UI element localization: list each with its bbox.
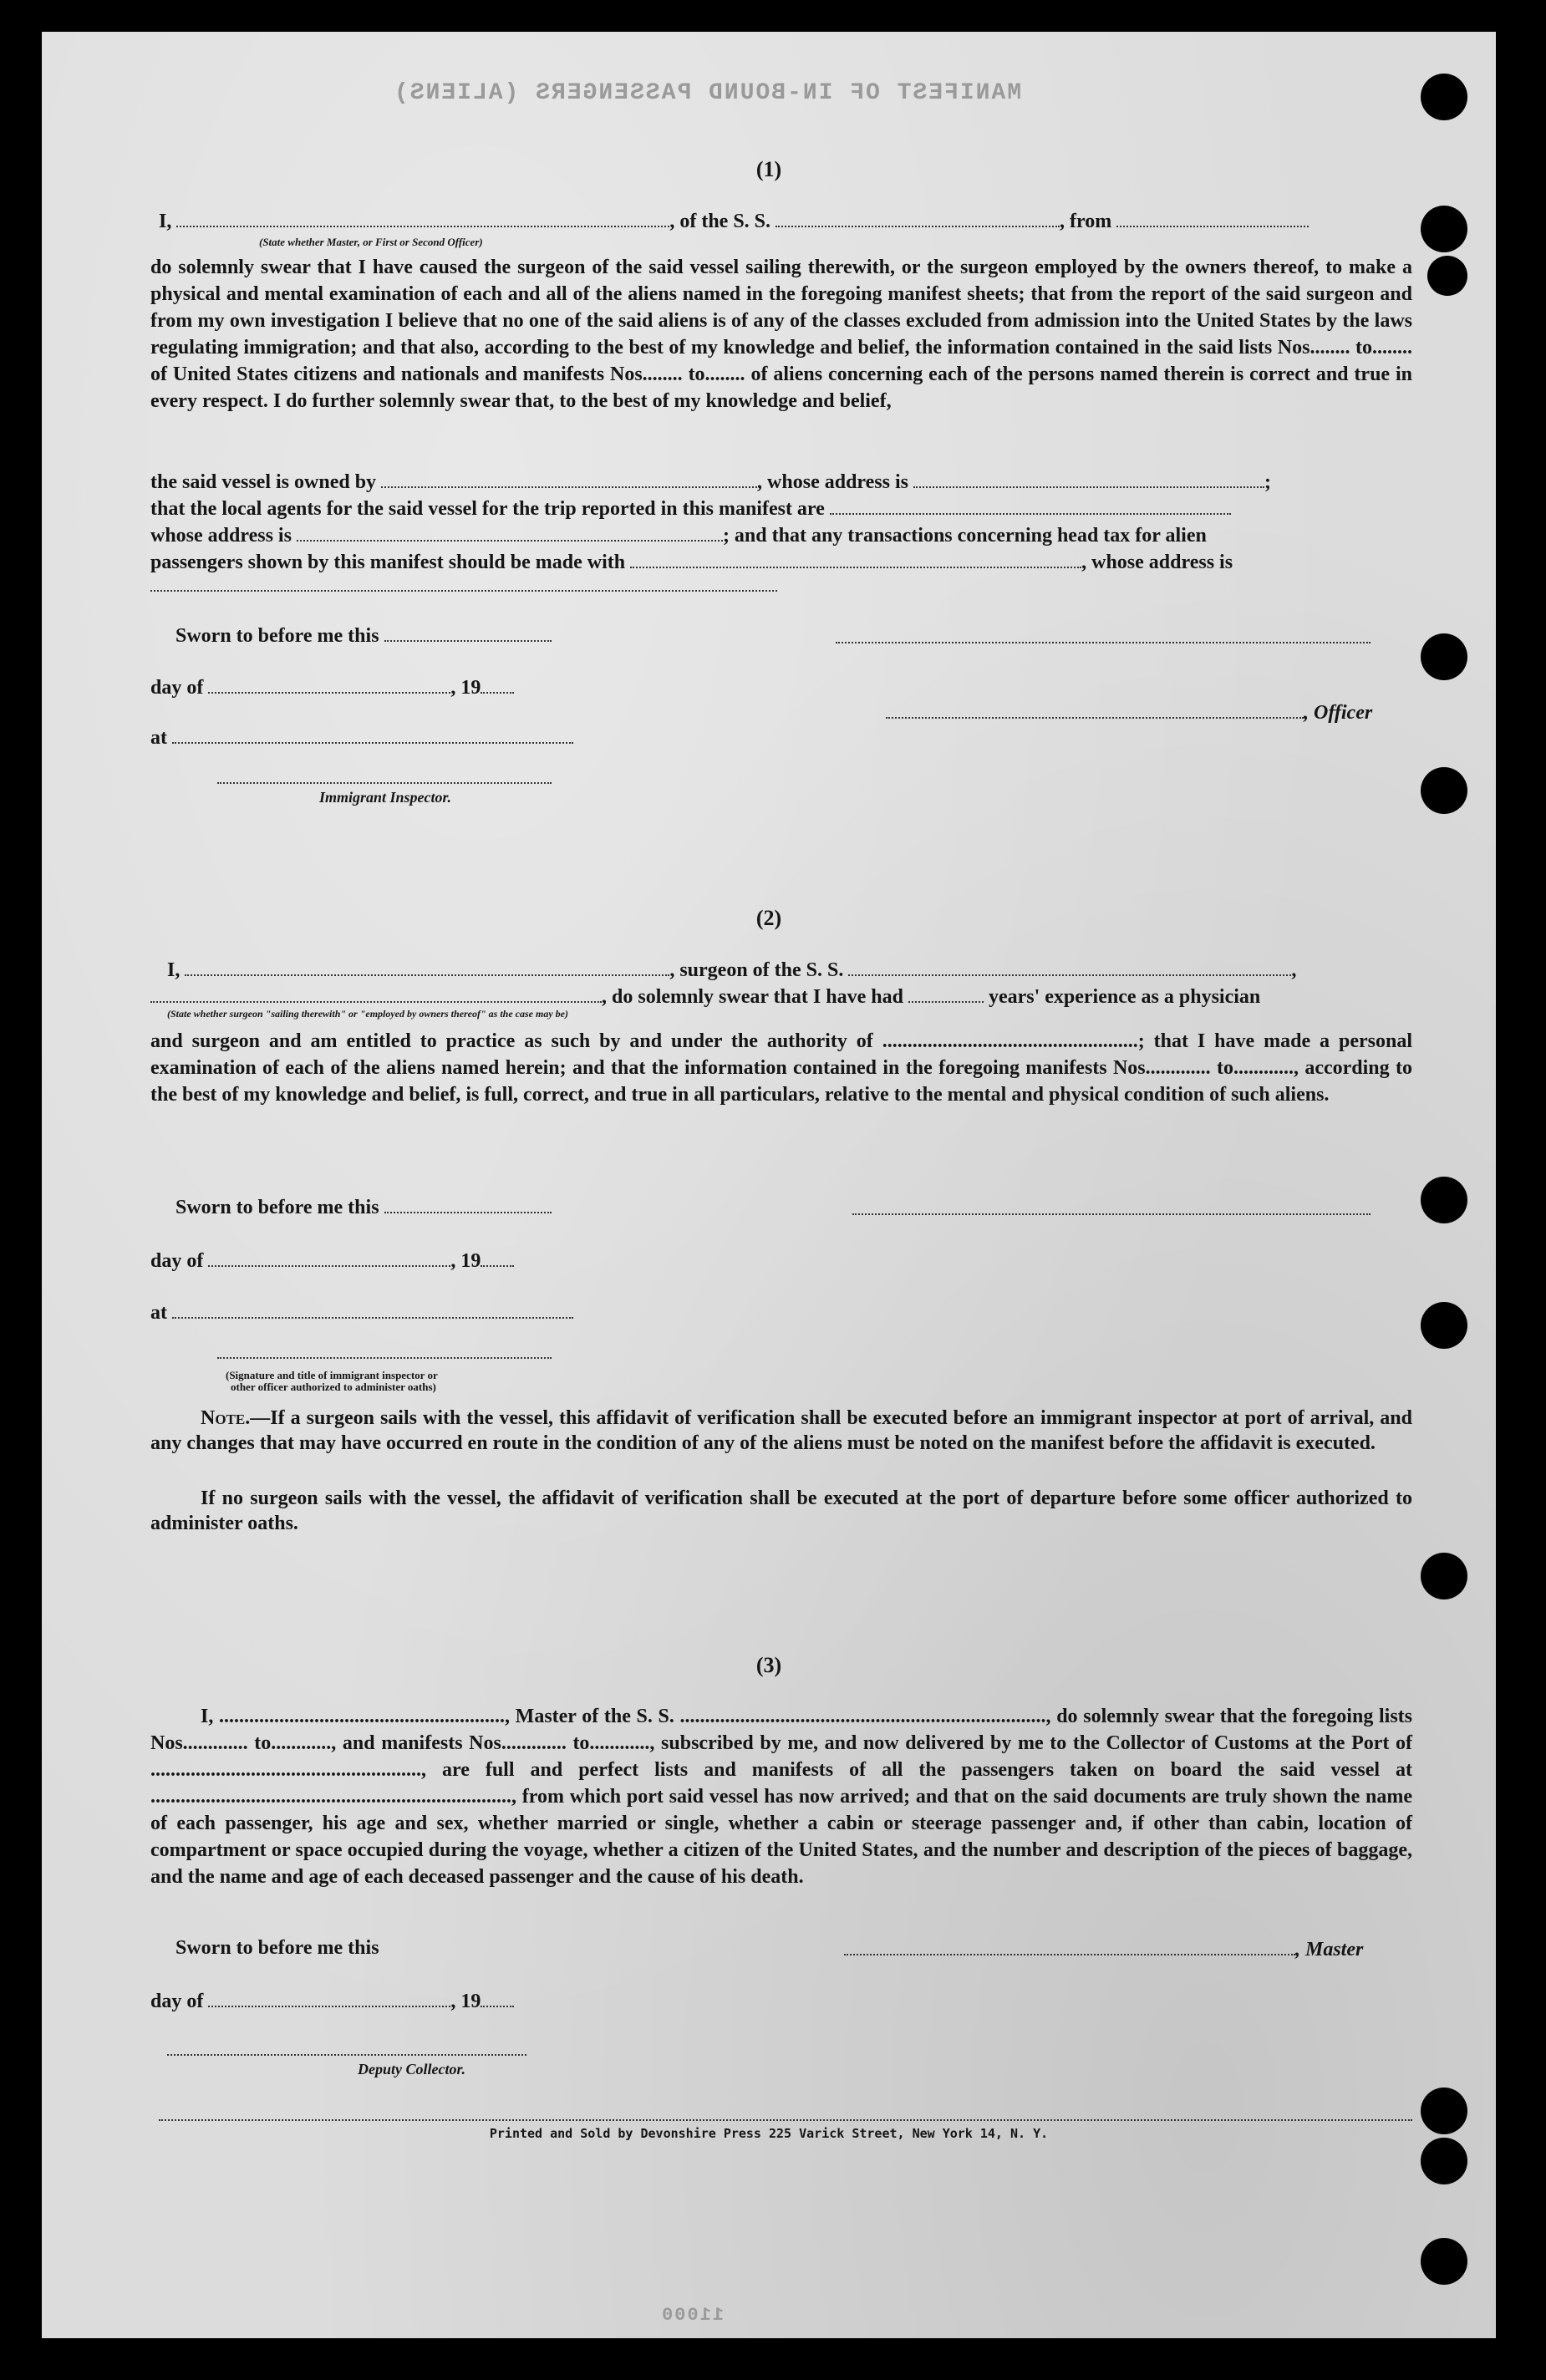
- punch-hole: [1421, 74, 1467, 120]
- punch-hole: [1421, 1177, 1467, 1223]
- at-line-2: [150, 1300, 573, 1325]
- deputy-signature-line: [167, 2054, 526, 2056]
- inspector-label: Immigrant Inspector.: [319, 789, 452, 806]
- deputy-label: Deputy Collector.: [358, 2061, 465, 2077]
- whose-address-label-2: whose address is: [150, 525, 292, 547]
- year-field-2[interactable]: [481, 1248, 514, 1267]
- document-page: [42, 32, 1496, 2338]
- owner-address-field[interactable]: [913, 470, 1264, 488]
- i-label-2: I,: [167, 959, 181, 981]
- punch-hole: [1421, 633, 1467, 680]
- punch-hole: [1427, 256, 1467, 296]
- section3-paragraph: I, ........................................................., Master of the S. S. ........................................................................., do solemnly swear that the foregoing lists Nos............. to............, and manifests Nos............. to............, subscribed by me, and now delivered by me to the Collector of Customs at the Port of ......................................................, are full and perfect lists and manifests of all the passengers taken on board the said vessel at ........................................................................, from which port said vessel has now arrived; and that on the said documents are truly shown the name of each passenger, his age and sex, whether married or single, whether a cabin or steerage passenger and, if other than cabin, location of compartment or space occupied during the voyage, whether a citizen of the United States, and the number and description of the pieces of baggage, and the name and age of each deceased passenger and the cause of his death.: [150, 1706, 1412, 1888]
- day-of-field-2[interactable]: [208, 1248, 450, 1267]
- surgeon-name-field[interactable]: [185, 958, 669, 976]
- sworn-label: Sworn to before me this: [175, 625, 379, 647]
- signature-note-2: other officer authorized to administer oaths): [231, 1381, 436, 1393]
- punch-hole: [1421, 2238, 1467, 2285]
- note-text-1: —If a surgeon sails with the vessel, this affidavit of verification shall be executed before an immigrant inspector at port of arrival, and any changes that may have occurred en route in the condition of any of the aliens must be noted on the manifest before the affidavit is executed.: [150, 1407, 1412, 1454]
- ship-name-field[interactable]: [776, 209, 1060, 227]
- surgeon-status-field[interactable]: [150, 984, 602, 1003]
- sworn-day-field-2[interactable]: [384, 1195, 552, 1213]
- punch-hole: [1421, 767, 1467, 814]
- year-label-2: 19: [460, 1250, 481, 1272]
- of-ss-label: , of the S. S.: [669, 211, 771, 232]
- section2-paragraph: and surgeon and am entitled to practice as such by and under the authority of ...................................................; that I have made a personal examination of each of the aliens named herein; and that the information contained in the foregoing manifests Nos............. to............, according to the best of my knowledge and belief, is full, correct, and true in all particulars, relative to the mental and physical condition of such aliens.: [150, 1030, 1412, 1106]
- year-field[interactable]: [481, 675, 514, 694]
- whose-address-label-3: , whose address is: [1081, 552, 1233, 573]
- owned-by-label: the said vessel is owned by: [150, 471, 377, 493]
- inspector-signature-line-2: [217, 1357, 552, 1359]
- at-field[interactable]: [172, 725, 573, 744]
- section-number-1: (1): [755, 157, 782, 181]
- passengers-line: [150, 550, 1233, 574]
- address-continuation-line: [150, 590, 777, 592]
- punch-hole: [1421, 2138, 1467, 2184]
- master-signature-line: [844, 1937, 1363, 1961]
- do-solemnly-label: , do solemnly swear that I have had: [602, 986, 903, 1008]
- sworn-line-3: [175, 1937, 379, 1960]
- day-of-field-3[interactable]: [208, 1989, 450, 2007]
- master-label: , Master: [1295, 1939, 1364, 1960]
- signature-note-1: (Signature and title of immigrant inspector or: [226, 1369, 438, 1381]
- agent-address-line: [150, 523, 1207, 547]
- owned-by-line: the said vessel is owned by , whose address is ;: [150, 471, 1271, 493]
- transactions-person-field[interactable]: [630, 550, 1081, 568]
- printer-footer: Printed and Sold by Devonshire Press 225 Varick Street, New York 14, N. Y.: [489, 2126, 1049, 2141]
- year-field-3[interactable]: [481, 1989, 514, 2007]
- section1-line1: [159, 209, 1309, 233]
- day-of-line-3: day of , 19: [150, 1989, 514, 2013]
- note-paragraph-2: If no surgeon sails with the vessel, the affidavit of verification shall be executed at the port of departure before some officer authorized to administer oaths.: [150, 1488, 1412, 1534]
- section1-paragraph: do solemnly swear that I have caused the surgeon of the said vessel sailing therewith, or the surgeon employed by the owners thereof, to make a physical and mental examination of each and all of the aliens named in the foregoing manifest sheets; that from the report of the said surgeon and from my own investigation I believe that no one of the said aliens is of any of the classes excluded from admission into the United States by the laws regulating immigration; and that also, according to the best of my knowledge and belief, the information contained in the said lists Nos........ to........ of United States citizens and nationals and manifests Nos........ to........ of aliens concerning each of the persons named therein is correct and true in every respect. I do further solemnly swear that, to the best of my knowledge and belief,: [150, 257, 1412, 412]
- officer-signature-field[interactable]: [886, 700, 1304, 719]
- master-signature-field[interactable]: [844, 1937, 1295, 1955]
- punch-hole: [1421, 206, 1467, 252]
- sworn-line-1: [175, 623, 552, 648]
- section2-line2: [150, 984, 1260, 1009]
- bleed-through-title: MANIFEST OF IN-BOUND PASSENGERS (ALIENS): [393, 80, 1022, 106]
- year-label: 19: [460, 677, 481, 699]
- year-label-3: 19: [460, 1991, 481, 2012]
- day-of-label: day of: [150, 677, 204, 699]
- at-label-2: at: [150, 1302, 167, 1324]
- signature-line-officer: [836, 642, 1371, 643]
- punch-hole: [1421, 1553, 1467, 1599]
- at-label: at: [150, 727, 167, 749]
- punch-hole: [1421, 1302, 1467, 1349]
- owner-field[interactable]: [381, 470, 757, 488]
- section2-line1: I, , surgeon of the S. S. ,: [167, 959, 1297, 981]
- years-field[interactable]: [908, 984, 984, 1003]
- surgeon-note: (State whether surgeon "sailing therewith" or "employed by owners thereof" as the case may be): [167, 1008, 568, 1020]
- i-label: I,: [159, 211, 172, 232]
- bleed-through-bottom: 11000: [660, 2305, 725, 2326]
- from-port-field[interactable]: [1116, 209, 1309, 227]
- from-label: , from: [1060, 211, 1112, 232]
- section-number-2: (2): [755, 906, 782, 930]
- officer-signature-line: [886, 700, 1372, 725]
- local-agents-label: that the local agents for the said vessel for the trip reported in this manifest are: [150, 498, 825, 520]
- surgeon-ship-field[interactable]: [848, 958, 1291, 976]
- at-field-2[interactable]: [172, 1300, 573, 1319]
- sworn-line-2: [175, 1195, 552, 1219]
- day-of-line-1: day of , 19: [150, 675, 514, 699]
- day-of-label-3: day of: [150, 1991, 204, 2012]
- note-paragraph-1: [150, 1406, 1412, 1456]
- inspector-signature-line: [217, 782, 552, 784]
- sworn-day-field[interactable]: [384, 623, 552, 642]
- passengers-shown-label: passengers shown by this manifest should be made with: [150, 552, 626, 573]
- officer-note: (State whether Master, or First or Second Officer): [259, 236, 483, 248]
- officer-label: , Officer: [1304, 702, 1373, 724]
- note-heading: Note.: [201, 1407, 251, 1429]
- local-agents-field[interactable]: [830, 496, 1231, 515]
- whose-address-label: , whose address is: [757, 471, 908, 493]
- day-of-field[interactable]: [208, 675, 450, 694]
- day-of-line-2: day of , 19: [150, 1248, 514, 1273]
- agent-address-field[interactable]: [297, 523, 723, 542]
- years-experience-label: years' experience as a physician: [988, 986, 1261, 1008]
- surgeon-of-label: , surgeon of the S. S.: [669, 959, 844, 981]
- sworn-label-2: Sworn to before me this: [175, 1197, 379, 1218]
- local-agents-line: [150, 496, 1231, 521]
- footer-rule: [159, 2119, 1412, 2121]
- section-number-3: (3): [755, 1653, 782, 1677]
- sworn-label-3: Sworn to before me this: [175, 1937, 379, 1959]
- head-tax-label: ; and that any transactions concerning head tax for alien: [722, 525, 1207, 547]
- at-line-1: [150, 725, 573, 750]
- day-of-label-2: day of: [150, 1250, 204, 1272]
- officer-field[interactable]: [176, 209, 669, 227]
- surgeon-signature-line: [852, 1213, 1371, 1215]
